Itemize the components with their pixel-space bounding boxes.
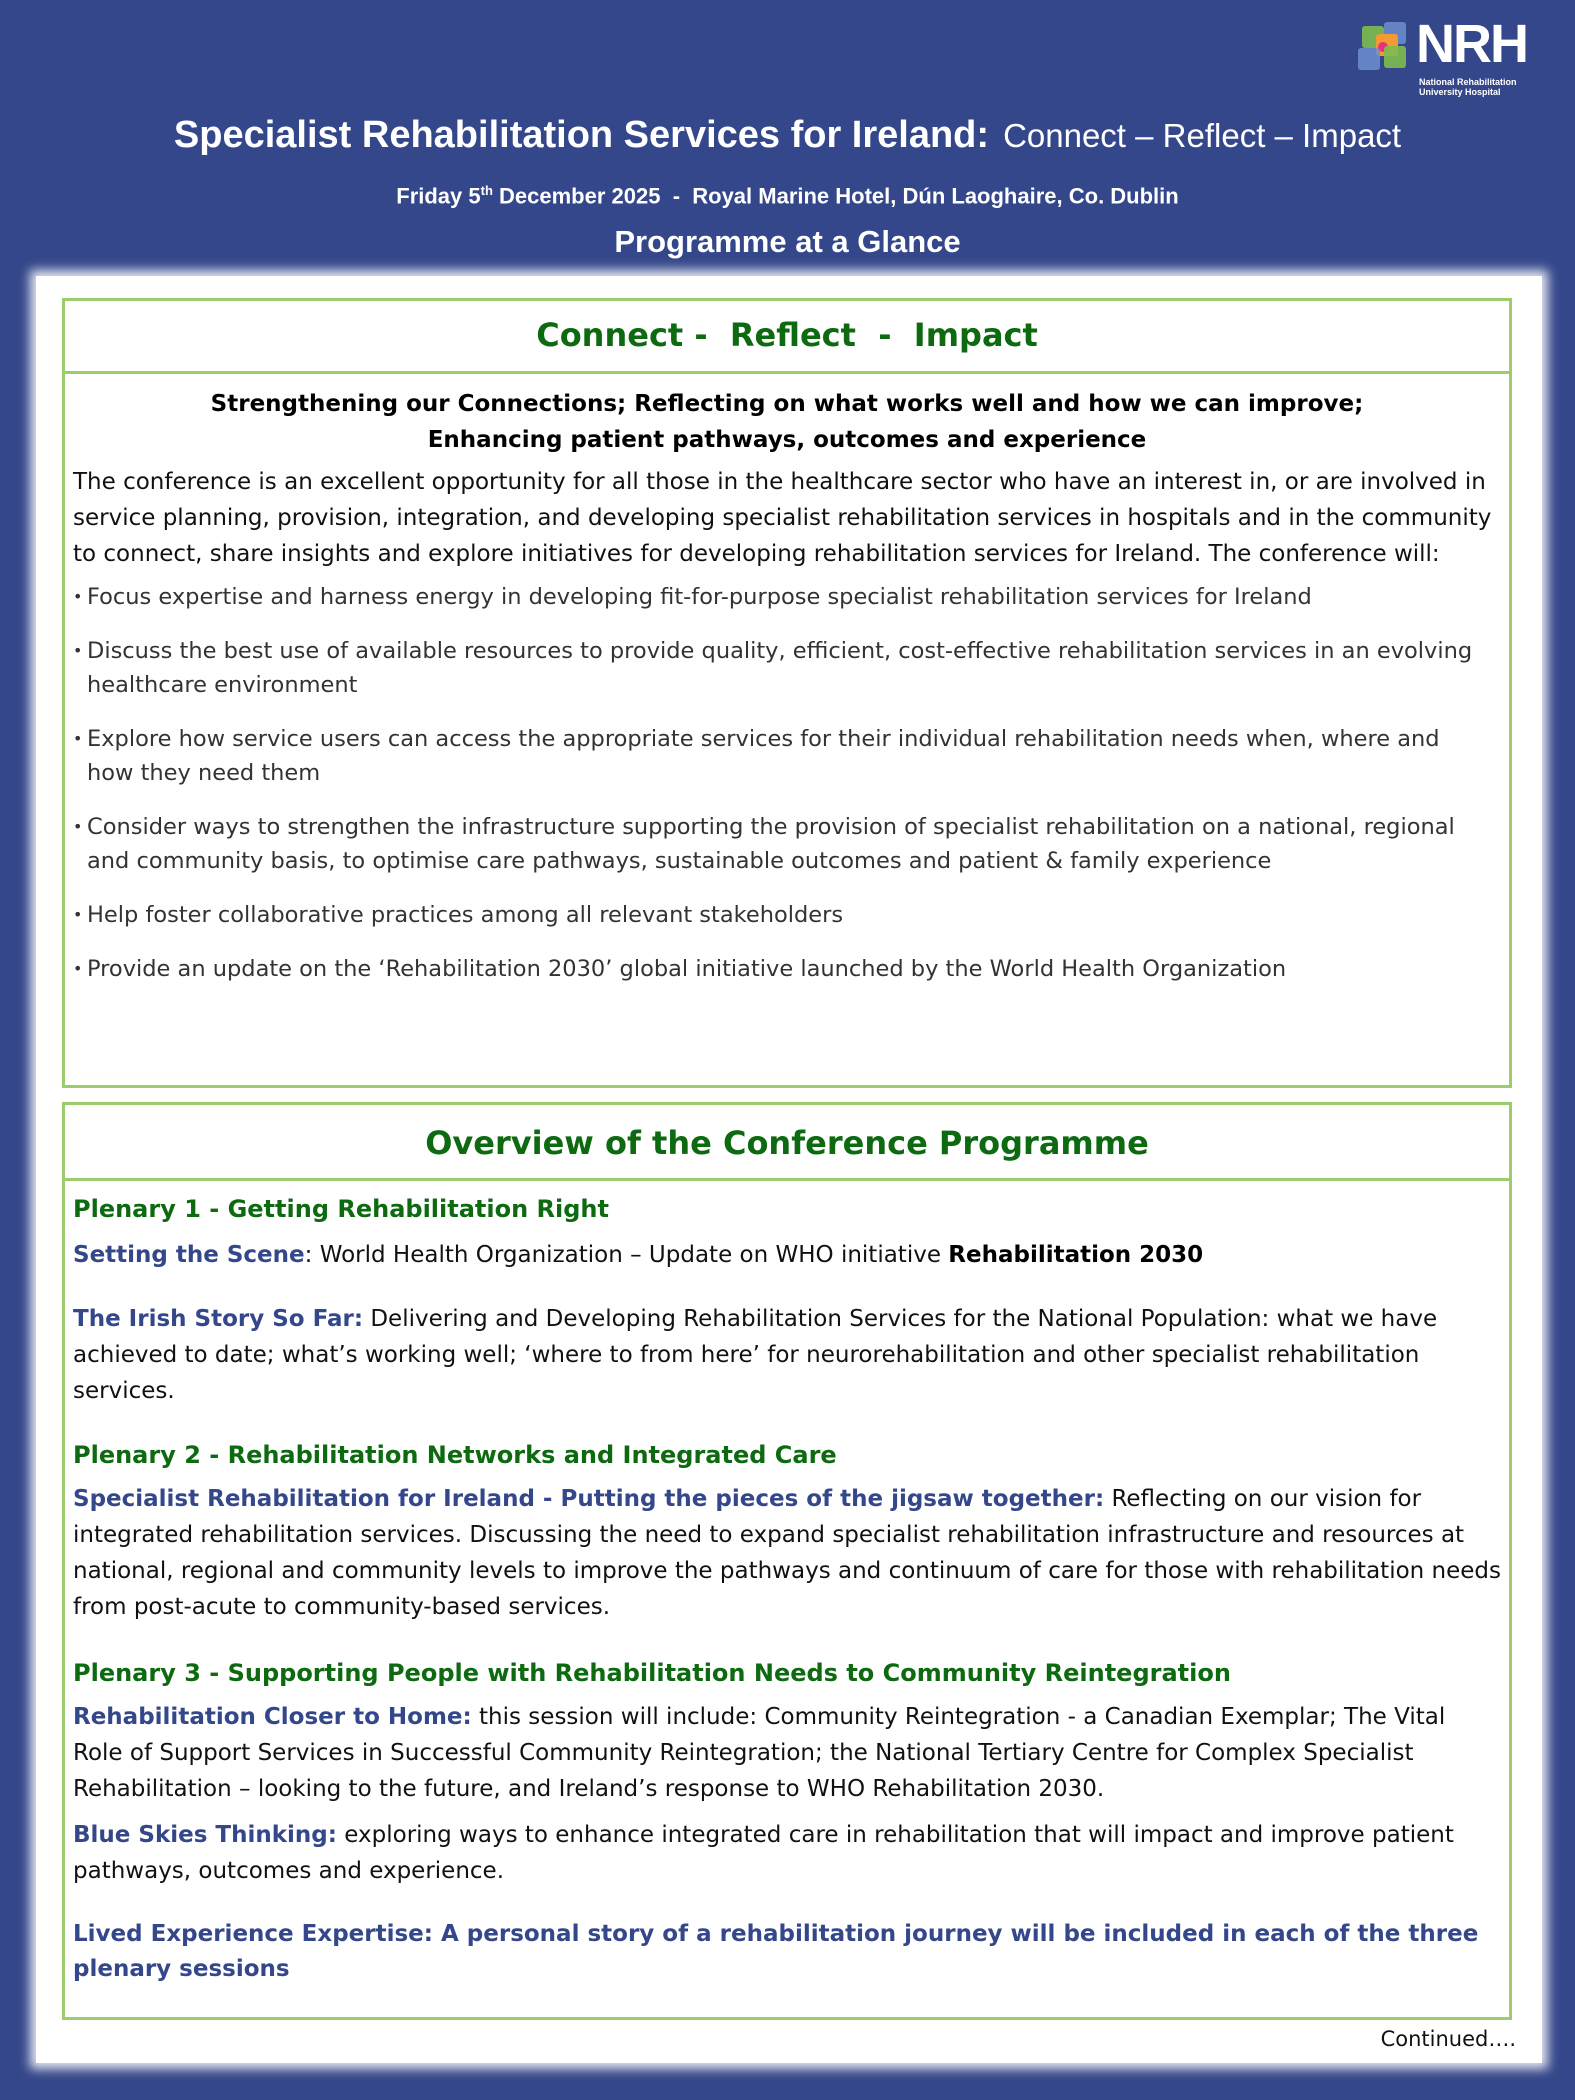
date-venue: December 2025 - Royal Marine Hotel, Dún Laoghaire, Co. Dublin bbox=[492, 183, 1179, 209]
objective-item: • Consider ways to strengthen the infrastructure supporting the provision of specialist rehabilitation on a national, regional and community basis, to optimise care pathways, sustainable outcomes and patient & family experience bbox=[73, 810, 1509, 878]
programme-heading: Overview of the Conference Programme bbox=[65, 1105, 1509, 1181]
intro-box bbox=[62, 298, 1512, 1088]
plenary-1-title: Plenary 1 - Getting Rehabilitation Right bbox=[73, 1195, 609, 1223]
page-title bbox=[0, 110, 1575, 161]
plenary-2-title: Plenary 2 - Rehabilitation Networks and Integrated Care bbox=[73, 1441, 837, 1469]
plenary-1-item-1 bbox=[73, 1237, 1501, 1273]
plenary-3-item-2 bbox=[73, 1817, 1501, 1889]
logo-subtitle bbox=[1419, 77, 1517, 97]
intro-paragraph: The conference is an excellent opportunity for all those in the healthcare sector who have an interest in, or are involved in service planning, provision, integration, and developing specialist rehabilitation services in hospitals and in the community to connect, share insights and explore initiatives for developing rehabilitation services for Ireland. The conference will: bbox=[73, 469, 1492, 567]
title-main: Specialist Rehabilitation Services for Ireland: bbox=[173, 114, 990, 156]
item-text: exploring ways to enhance integrated care in rehabilitation that will impact and improve patient pathways, outcomes and experience. bbox=[73, 1822, 1454, 1884]
plenary-3-title: Plenary 3 - Supporting People with Rehabilitation Needs to Community Reintegration bbox=[73, 1659, 1231, 1687]
programme-subtitle: Programme at a Glance bbox=[614, 224, 961, 259]
date-ordinal: th bbox=[480, 183, 493, 198]
objective-item: • Provide an update on the ‘Rehabilitation 2030’ global initiative launched by the World Health Organization bbox=[73, 952, 1509, 986]
strapline-1: Strengthening our Connections; Reflecting on what works well and how we can improve; bbox=[210, 391, 1364, 417]
nrh-logo bbox=[1358, 14, 1558, 100]
item-lead: Blue Skies Thinking: bbox=[73, 1822, 337, 1848]
logo-subtitle-line2: University Hospital bbox=[1419, 87, 1501, 97]
date-prefix: Friday 5 bbox=[396, 183, 481, 209]
item-lead: Rehabilitation Closer to Home: bbox=[73, 1704, 472, 1730]
logo-subtitle-line1: National Rehabilitation bbox=[1419, 77, 1517, 87]
lived-experience-note: Lived Experience Expertise: A personal story of a rehabilitation journey will be included in each of the three plenary sessions bbox=[73, 1921, 1479, 1982]
strapline bbox=[65, 386, 1509, 458]
item-lead: The Irish Story So Far: bbox=[73, 1306, 364, 1332]
objective-item: • Discuss the best use of available resources to provide quality, efficient, cost-effective rehabilitation services in an evolving healthcare environment bbox=[73, 634, 1509, 702]
item-text: Reflecting on our vision for integrated rehabilitation services. Discussing the need to expand specialist rehabilitation infrastructure and resources at national, regional and community levels to improve the pathways and continuum of care for those with rehabilitation needs from post-acute to community-based services. bbox=[73, 1486, 1501, 1620]
programme-box bbox=[62, 1102, 1512, 2020]
event-date-venue bbox=[0, 176, 1575, 211]
item-lead: Specialist Rehabilitation for Ireland - Putting the pieces of the jigsaw together: bbox=[73, 1486, 1105, 1512]
intro-heading: Connect - Reflect - Impact bbox=[65, 301, 1509, 374]
item-text: this session will include: Community Reintegration - a Canadian Exemplar; The Vital Role of Support Services in Successful Community Reintegration; the National Tertiary Centre for Complex Specialist Rehabilitation – looking to the future, and Ireland’s response to WHO Rehabilitation 2030. bbox=[73, 1704, 1446, 1802]
item-text: : World Health Organization – Update on WHO initiative bbox=[304, 1242, 949, 1268]
item-text: Delivering and Developing Rehabilitation Services for the National Population: what we have achieved to date; what’s working well; ‘where to from here’ for neurorehabilitation and other specialist rehabilitation services. bbox=[73, 1306, 1438, 1404]
title-tagline: Connect – Reflect – Impact bbox=[1003, 117, 1402, 154]
item-strong: Rehabilitation 2030 bbox=[948, 1242, 1204, 1268]
logo-tiles-icon bbox=[1358, 22, 1408, 72]
objective-item: • Help foster collaborative practices among all relevant stakeholders bbox=[73, 898, 1509, 932]
item-lead: Setting the Scene bbox=[73, 1242, 305, 1268]
continued-label: Continued…. bbox=[1380, 2027, 1516, 2051]
objectives-list bbox=[65, 580, 1509, 986]
content-sheet bbox=[36, 276, 1542, 2063]
strapline-2: Enhancing patient pathways, outcomes and experience bbox=[427, 427, 1147, 453]
plenary-3-item-1 bbox=[73, 1699, 1501, 1807]
objective-item: • Explore how service users can access the appropriate services for their individual rehabilitation needs when, where and how they need them bbox=[73, 722, 1509, 790]
plenary-1-item-2 bbox=[73, 1301, 1501, 1409]
logo-mark: NRH bbox=[1416, 14, 1527, 74]
objective-item: • Focus expertise and harness energy in developing fit-for-purpose specialist rehabilitation services for Ireland bbox=[73, 580, 1509, 614]
plenary-2-item-1 bbox=[73, 1481, 1501, 1625]
programme-body bbox=[65, 1191, 1509, 1987]
